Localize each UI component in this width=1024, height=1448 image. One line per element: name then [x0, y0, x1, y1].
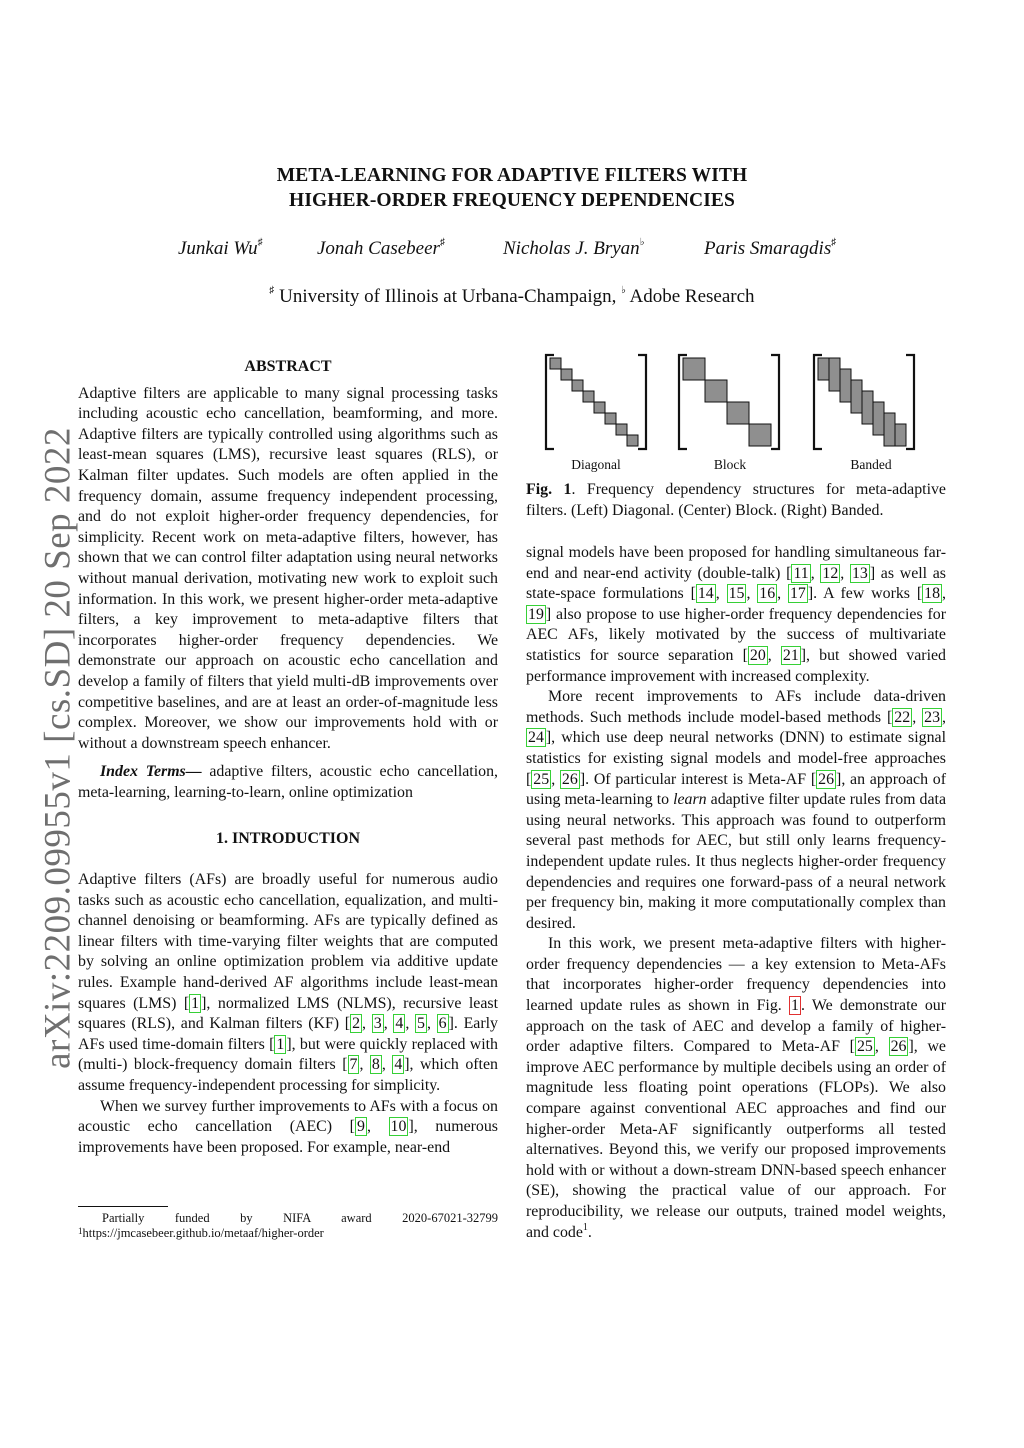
citation-link[interactable]: 2 [352, 1015, 361, 1033]
intro-paragraph-4: In this work, we present meta-adaptive filters with higher-order frequency dependencies — a key extension to Meta-AFs that incorporates higher-order frequency dependencies into learned update rules as shown in Fig. 1 . We demonstrate our approach on the task of AEC and develop a family of higher-order adaptive filters. Compared to Meta-AF [ 25 , 26 ], we improve AEC performance by multiple decibels using an order of magnitude less floating point operations (FLOPs). We also compare against conventional AEC approaches and find our higher-order Meta-AF significantly outperforms all tested alternatives. Beyond this, we verify our proposed improvements hold with or without a down-stream DNN-based speech enhancer (SE), showing the practical value of our approach. For reproducibility, we release our outputs, trained model weights, and code$^1$. [526, 935, 946, 1241]
author: Junkai Wu♯ [178, 237, 263, 259]
footnote-rule [78, 1206, 168, 1207]
citation-link[interactable]: 3 [373, 1015, 382, 1033]
citation-link[interactable]: 25 [533, 770, 550, 788]
citation-link[interactable]: 22 [894, 708, 911, 726]
matrix-cell [727, 402, 749, 424]
intro-paragraph-3: More recent improvements to AFs include data-driven methods. Such methods include model-based methods [ 22 , 23 , 24 ], which use deep neural networks (DNN) to estimate signal statistics for existing signal models and model-free approaches [ 25 , 26 ]. Of particular interest is Meta-AF [ 26 ], an approach of using meta-learning to learn adaptive filter update rules from data using neural networks. This approach was found to outperform several past methods for AEC, but still only learns frequency-independent update rules. It thus neglects higher-order frequency dependencies and requires one forward-pass of a neural network per frequency bin, making it more computationally complex than desired. [526, 688, 947, 932]
citation-link[interactable]: 24 [528, 729, 544, 747]
matrix-cell [616, 424, 627, 435]
citation-link[interactable]: 1 [191, 994, 200, 1012]
footnotes [78, 1211, 498, 1241]
citation-link[interactable]: 12 [822, 564, 839, 582]
citation-link[interactable]: 7 [349, 1056, 358, 1074]
title-line-1: META-LEARNING FOR ADAPTIVE FILTERS WITH [276, 165, 748, 186]
matrix-cell [818, 358, 829, 380]
matrix-cell [829, 358, 840, 391]
matrix-cell [884, 413, 895, 446]
affiliations: ♯ University of Illinois at Urbana-Champaign, ♭ Adobe Research [269, 285, 755, 307]
citation-link[interactable]: 11 [793, 564, 809, 582]
banded-matrix [814, 355, 914, 449]
intro-paragraph-1: Adaptive filters (AFs) are broadly useful for numerous audio tasks such as acoustic echo cancellation, equalization, and multi-channel denoising or beamforming. AFs are typically defined as linear filters with time-varying filter weights that are computed by solving an online optimization problem via additive update rules. Example hand-derived AF algorithms include least-mean squares (LMS) [ 1 ], normalized LMS (NLMS), recursive least squares (RLS), and Kalman filters (KF) [ 2 , 3 , 4 , 5 , 6 ]. Early AFs used time-domain filters [ 1 ], but were quickly replaced with (multi-) block-frequency domain filters [ 7 , 8 , 4 ], which often assume frequency-independent processing for simplicity. [78, 871, 499, 1094]
matrix-cell [851, 380, 862, 413]
author: Jonah Casebeer♯ [317, 237, 445, 259]
citation-link[interactable]: 14 [697, 585, 714, 603]
citation-link[interactable]: 26 [561, 770, 578, 788]
matrix-right-bracket [906, 355, 914, 449]
citation-link[interactable]: 4 [395, 1015, 404, 1033]
frequency-dependency-figure [536, 350, 926, 455]
index-terms: Index Terms— adaptive filters, acoustic echo cancellation, meta-learning, learning-to-learn, online optimization [78, 763, 499, 801]
footnote-1: $^1$https://jmcasebeer.github.io/metaaf/higher-order [78, 1226, 324, 1240]
author: Paris Smaragdis♯ [704, 237, 837, 259]
matrix-cell [862, 391, 873, 424]
citation-link[interactable]: 25 [856, 1038, 873, 1056]
author-list [0, 238, 1024, 264]
citation-link[interactable]: 1 [276, 1035, 285, 1053]
matrix-cell [627, 435, 638, 446]
matrix-cell [873, 402, 884, 435]
citation-link[interactable]: 26 [890, 1038, 907, 1056]
citation-link[interactable]: 9 [356, 1118, 365, 1136]
citation-link[interactable]: 17 [789, 585, 806, 603]
code-url-link[interactable]: https://jmcasebeer.github.io/metaaf/higher-order [82, 1226, 324, 1240]
matrix-cell [895, 424, 906, 446]
matrix-cell [561, 369, 572, 380]
matrix-right-bracket [638, 355, 646, 449]
matrix-cell [705, 380, 727, 402]
matrix-cell [572, 380, 583, 391]
funding-note: Partially funded by NIFA award 2020-67021-32799 [102, 1211, 498, 1225]
matrix-cell [550, 358, 561, 369]
citation-link[interactable]: 26 [818, 770, 835, 788]
figure-ref-link[interactable]: 1 [791, 997, 799, 1015]
figure-caption: Fig. 1. Frequency dependency structures for meta-adaptive filters. (Left) Diagonal. (Center) Block. (Right) Banded. [526, 481, 946, 519]
citation-link[interactable]: 6 [438, 1015, 447, 1033]
author: Nicholas J. Bryan♭ [503, 237, 645, 259]
block-matrix [679, 355, 779, 449]
title-line-2: HIGHER-ORDER FREQUENCY DEPENDENCIES [289, 190, 735, 211]
citation-link[interactable]: 21 [782, 646, 799, 664]
matrix-cell [583, 391, 594, 402]
matrix-right-bracket [771, 355, 779, 449]
arxiv-identifier: arXiv:2209.09955v1 [cs.SD] 20 Sep 2022 [37, 427, 79, 1069]
abstract-text: Adaptive filters are applicable to many signal processing tasks including acoustic echo cancellation, beamforming, and more. Adaptive filters are typically controlled using algorithms such as least-mean squares (LMS), recursive least squares (RLS), or Kalman filter updates. Such models are often applied in the frequency domain, assume frequency independent processing, and do not exploit higher-order frequency dependencies, for simplicity. Recent work on meta-adaptive filters, however, has shown that we can control filter adaptation using neural networks without manual derivation, motivating new work to exploit such information. In this work, we present higher-order meta-adaptive filters, a key improvement to meta-adaptive filters that incorporates higher-order frequency dependencies. We demonstrate our approach on acoustic echo cancellation and develop a family of filters that yield multi-dB improvements over competitive baselines, and are at least an order-of-magnitude less complex. Moreover, we show our improvements hold with or without a downstream speech enhancer. [78, 384, 498, 752]
citation-link[interactable]: 16 [759, 585, 776, 603]
figure-label-diagonal: Diagonal [571, 457, 621, 472]
intro-heading: 1. INTRODUCTION [215, 830, 360, 848]
matrix-cell [840, 369, 851, 402]
citation-link[interactable]: 4 [394, 1056, 403, 1074]
intro-paragraph-2: When we survey further improvements to AFs with a focus on acoustic echo cancellation (AEC) [ 9 , 10 ], numerous improvements have been proposed. For example, near-end [78, 1097, 498, 1156]
paper-title [0, 163, 1024, 213]
citation-link[interactable]: 23 [924, 708, 941, 726]
figure-label-block: Block [713, 457, 747, 472]
matrix-cell [594, 402, 605, 413]
citation-link[interactable]: 15 [728, 585, 745, 603]
citation-link[interactable]: 5 [417, 1015, 425, 1033]
citation-link[interactable]: 20 [749, 646, 766, 664]
citation-link[interactable]: 13 [851, 564, 868, 582]
citation-link[interactable]: 19 [528, 605, 544, 623]
figure-label-banded: Banded [850, 457, 892, 472]
diagonal-matrix [546, 355, 646, 449]
matrix-cell [749, 424, 771, 446]
intro-right-column [526, 543, 946, 1243]
matrix-cell [605, 413, 616, 424]
abstract-heading: ABSTRACT [244, 358, 332, 375]
matrix-cell [683, 358, 705, 380]
citation-link[interactable]: 18 [924, 585, 941, 603]
citation-link[interactable]: 8 [371, 1056, 380, 1074]
abstract-section [78, 357, 498, 1158]
intro-paragraph-2-continued: signal models have been proposed for handling simultaneous far-end and near-end activity (double-talk) [ 11 , 12 , 13 ] as well as state-space formulations [ 14 , 15 , 16 , 17 ]. A few works [ 18 , 19 ] also propose to use higher-order frequency dependencies for AEC AFs, likely motivated by the success of multivariate statistics for source separation [ 20 , 21 ], but showed varied performance improvement with increased complexity. [526, 544, 946, 685]
citation-link[interactable]: 10 [390, 1118, 407, 1136]
